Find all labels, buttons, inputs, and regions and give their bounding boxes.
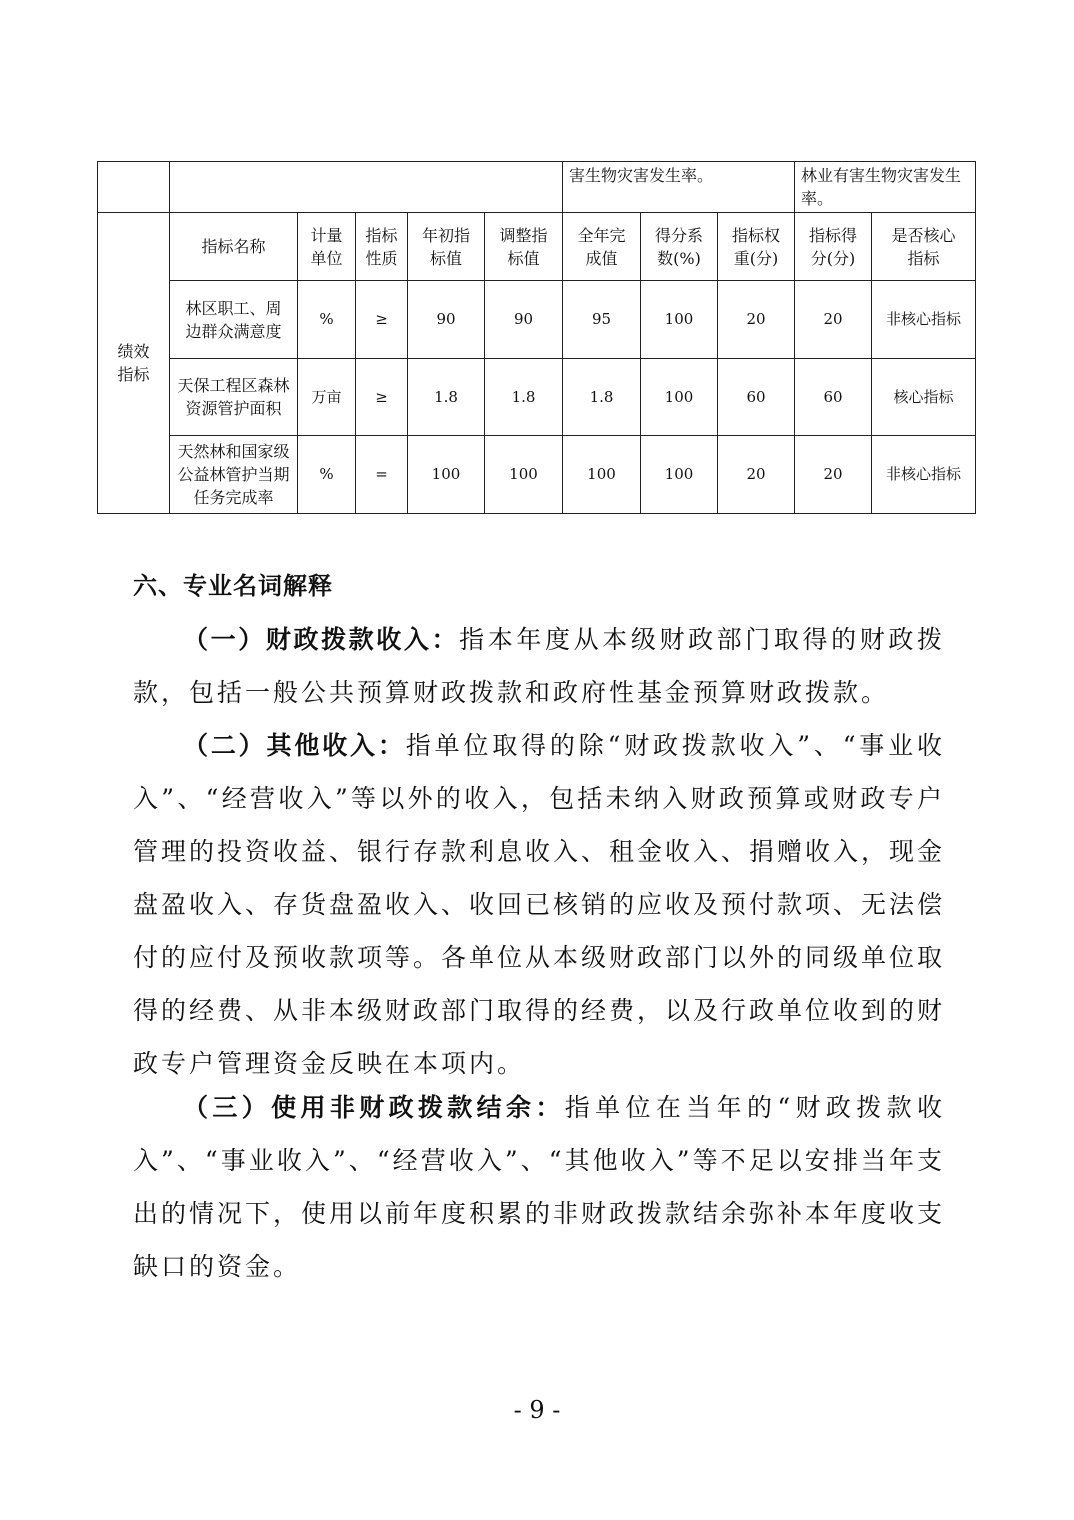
table-cell xyxy=(563,436,641,514)
table-cell xyxy=(872,281,976,359)
column-header-label: 调整指 标值 xyxy=(499,225,548,268)
column-header xyxy=(641,213,718,281)
table-cell: 林业有害生物灾害发生率。 xyxy=(795,162,976,213)
cell-value: 60 xyxy=(746,387,766,406)
table-cell xyxy=(795,359,872,436)
column-header-label: 年初指 标值 xyxy=(421,225,470,268)
table-cell xyxy=(298,359,356,436)
column-header xyxy=(408,213,485,281)
table-cell xyxy=(170,359,298,436)
table-cell xyxy=(98,162,170,213)
column-header xyxy=(485,213,563,281)
cell-value: % xyxy=(319,465,334,483)
cell-value: 非核心指标 xyxy=(886,310,962,328)
table-cell xyxy=(718,281,795,359)
table-cell xyxy=(170,436,298,514)
table-cell xyxy=(408,436,485,514)
cell-value: 100 xyxy=(664,387,694,406)
table-cell xyxy=(356,436,408,514)
cell-value: = xyxy=(375,465,388,483)
table-cell xyxy=(641,436,718,514)
column-header-label: 得分系 数(%) xyxy=(654,225,703,268)
cell-value: 非核心指标 xyxy=(886,465,962,483)
cell-value: 100 xyxy=(431,465,461,483)
cell-value: 万亩 xyxy=(311,387,342,406)
column-header-label: 是否核心 指标 xyxy=(891,225,956,268)
cell-value: 100 xyxy=(587,465,616,483)
table-cell xyxy=(356,359,408,436)
cell-value: 20 xyxy=(746,310,766,328)
column-header-label: 指标 性质 xyxy=(365,225,398,268)
definition-term: （三）使用非财政拨款结余： xyxy=(183,1093,565,1122)
performance-table xyxy=(97,161,976,514)
table-cell xyxy=(170,281,298,359)
table-cell xyxy=(485,436,563,514)
table-cell xyxy=(718,359,795,436)
table-row xyxy=(98,436,976,514)
cell-value: 100 xyxy=(664,310,694,328)
cell-value: 天保工程区森林 资源管护面积 xyxy=(177,376,290,418)
definition-paragraph xyxy=(133,613,945,719)
table-cell xyxy=(872,436,976,514)
table-cell xyxy=(872,359,976,436)
definition-text: 指本年度从本级财政部门取得的财政拨款，包括一般公共预算财政拨款和政府性基金预算财政拨款。 xyxy=(133,625,945,707)
column-header-label: 指标权 重(分) xyxy=(732,225,781,268)
table-cell xyxy=(718,436,795,514)
table-cell xyxy=(356,281,408,359)
definition-text: 指单位取得的除“财政拨款收入”、“事业收入”、“经营收入”等以外的收入，包括未纳入财政预算或财政专户管理的投资收益、银行存款利息收入、租金收入、捐赠收入，现金盘盈收入、存货盘盈收入、收回已核销的应收及预付款项、无法偿付的应付及预收款项等。各单位从本级财政部门以外的同级单位取得的经费、从非本级财政部门取得的经费，以及行政单位收到的财政专户管理资金反映在本项内。 xyxy=(133,731,946,1078)
table-cell xyxy=(563,281,641,359)
cell-value: % xyxy=(319,310,334,328)
cell-value: ≥ xyxy=(375,387,388,406)
cell-value: 95 xyxy=(591,310,612,328)
cell-value: ≥ xyxy=(375,310,388,328)
table-cell xyxy=(298,281,356,359)
cell-value: 60 xyxy=(823,387,843,406)
cell-value: 20 xyxy=(823,310,843,328)
definition-text: 指单位在当年的“财政拨款收入”、“事业收入”、“经营收入”、“其他收入”等不足以安排当年支出的情况下，使用以前年度积累的非财政拨款结余弥补本年度收支缺口的资金。 xyxy=(133,1093,946,1281)
table-cell xyxy=(485,281,563,359)
table-cell xyxy=(408,359,485,436)
column-header xyxy=(356,213,408,281)
column-header-label: 指标名称 xyxy=(201,237,266,256)
column-header-label: 全年完 成值 xyxy=(577,225,626,268)
group-label-text: 绩效 指标 xyxy=(117,342,150,384)
column-header xyxy=(298,213,356,281)
definition-term: （一）财政拨款收入： xyxy=(183,625,460,654)
table-cell xyxy=(641,359,718,436)
column-header xyxy=(872,213,976,281)
table-top-row xyxy=(98,162,976,213)
column-header-label: 指标得 分(分) xyxy=(809,225,858,268)
table-cell xyxy=(170,162,563,213)
cell-value: 1.8 xyxy=(589,387,614,406)
cell-value: 1.8 xyxy=(434,387,458,406)
definition-term: （二）其他收入： xyxy=(183,731,406,760)
column-header xyxy=(718,213,795,281)
table-row xyxy=(98,281,976,359)
table-cell xyxy=(408,281,485,359)
definition-paragraph xyxy=(133,1081,945,1293)
column-header xyxy=(170,213,298,281)
cell-value: 天然林和国家级 公益林管护当期 任务完成率 xyxy=(177,442,290,507)
cell-value: 林区职工、周 边群众满意度 xyxy=(185,298,282,341)
cell-value: 90 xyxy=(513,310,534,328)
table-cell xyxy=(641,281,718,359)
column-header xyxy=(563,213,641,281)
definition-paragraph xyxy=(133,719,945,1090)
table-cell xyxy=(795,281,872,359)
table-cell xyxy=(298,436,356,514)
column-header-label: 计量 单位 xyxy=(310,225,343,268)
group-label xyxy=(98,213,170,514)
column-header xyxy=(795,213,872,281)
cell-value: 100 xyxy=(509,465,538,483)
cell-value: 1.8 xyxy=(511,387,536,406)
page-number: - 9 - xyxy=(513,1396,561,1424)
cell-value: 20 xyxy=(823,465,843,483)
cell-value: 20 xyxy=(746,465,766,483)
table-cell: 害生物灾害发生率。 xyxy=(563,162,795,213)
table-cell xyxy=(485,359,563,436)
table-header-row xyxy=(98,213,976,281)
cell-value: 90 xyxy=(436,310,456,328)
table-cell xyxy=(795,436,872,514)
section-title: 六、专业名词解释 xyxy=(133,572,333,600)
cell-value: 100 xyxy=(664,465,694,483)
cell-value: 核心指标 xyxy=(893,387,954,406)
table-cell xyxy=(563,359,641,436)
table-row xyxy=(98,359,976,436)
